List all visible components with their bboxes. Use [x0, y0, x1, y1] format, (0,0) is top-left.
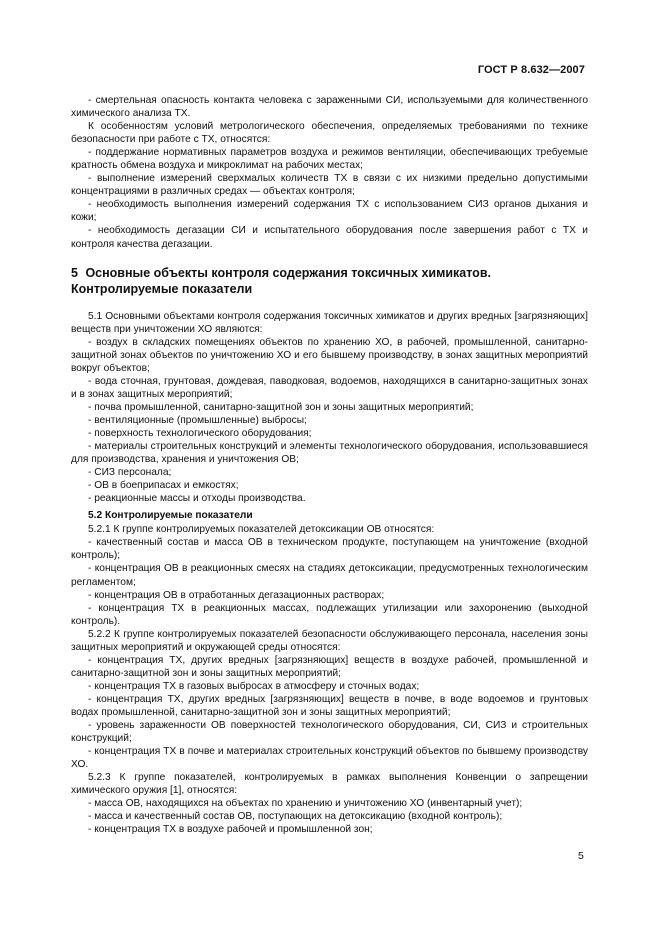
- list-item: - концентрация ОВ в отработанных дегазационных растворах;: [88, 589, 385, 601]
- list-item: - необходимость дегазации СИ и испытательного оборудования после завершения работ с ТХ и контроля качества дегазации.: [71, 225, 588, 250]
- list-item: - концентрация ТХ в почве и материалах строительных конструкций объектов по бывшему производству ХО.: [71, 746, 588, 771]
- section-heading: [71, 265, 588, 298]
- section-title-line1: Основные объекты контроля содержания токсичных химикатов.: [85, 265, 491, 280]
- section-number: 5: [71, 265, 78, 280]
- list-item: - концентрация ТХ, других вредных [загрязняющих] веществ в воздухе рабочей, промышленной и санитарно-защитной зон и зоны защитных мероприятий;: [71, 654, 588, 679]
- list-item: - поверхность технологического оборудования;: [88, 427, 312, 439]
- list-item: - концентрация ОВ в реакционных смесях на стадиях детоксикации, предусмотренных технологическим регламентом;: [71, 563, 588, 588]
- list-item: - воздух в складских помещениях объектов по хранению ХО, в рабочей, промышленной, санитарно-защитной зонах объектов по уничтожению ХО и его бывшему производству, в зонах защитных мероприятий вокруг объектов;: [71, 336, 588, 374]
- paragraph: - смертельная опасность контакта человека с зараженными СИ, используемыми для количественного химического анализа ТХ.: [71, 95, 588, 120]
- list-item: - реакционные массы и отходы производства.: [88, 493, 306, 505]
- list-item: - необходимость выполнения измерений содержания ТХ с использованием СИЗ органов дыхания и кожи;: [71, 199, 588, 224]
- objects-block: [71, 310, 588, 506]
- intro-block: [71, 94, 588, 251]
- paragraph: К особенностям условий метрологического обеспечения, определяемых требованиями по технике безопасности при работе с ТХ, относятся:: [71, 121, 588, 146]
- document-code-header: ГОСТ Р 8.632—2007: [477, 64, 585, 76]
- section-title-line2: Контролируемые показатели: [71, 282, 253, 297]
- list-item: - почва промышленной, санитарно-защитной зон и зоны защитных мероприятий;: [88, 401, 474, 413]
- paragraph: 5.1 Основными объектами контроля содержания токсичных химикатов и других вредных [загрязняющих] веществ при уничтожении ХО являются:: [71, 310, 588, 335]
- list-item: - качественный состав и масса ОВ в техническом продукте, поступающем на уничтожение (входной контроль);: [71, 537, 588, 562]
- list-item: - концентрация ТХ в газовых выбросах в атмосферу и сточных водах;: [88, 680, 420, 692]
- page-number: 5: [578, 850, 584, 862]
- paragraph: 5.2.2 К группе контролируемых показателей безопасности обслуживающего персонала, населения зоны защитных мероприятий и окружающей среды относятся:: [71, 628, 588, 653]
- list-item: - концентрация ТХ в воздухе рабочей и промышленной зон;: [88, 824, 373, 836]
- paragraph: 5.2.1 К группе контролируемых показателей детоксикации ОВ относятся:: [88, 524, 435, 536]
- list-item: - концентрация ТХ, других вредных [загрязняющих] веществ в почве, в воде водоемов и грунтовых водах промышленной, санитарно-защитной зон и зоны защитных мероприятий;: [71, 693, 588, 718]
- list-item: - ОВ в боеприпасах и емкостях;: [88, 480, 239, 492]
- list-item: - масса и качественный состав ОВ, поступающих на детоксикацию (входной контроль);: [88, 811, 503, 823]
- paragraph: 5.2.3 К группе показателей, контролируемых в рамках выполнения Конвенции о запрещении химического оружия [1], относятся:: [71, 772, 588, 797]
- subsection-heading: 5.2 Контролируемые показатели: [88, 510, 253, 522]
- list-item: - материалы строительных конструкций и элементы технологического оборудования, использовавшиеся для производства, хранения и уничтожения ОВ;: [71, 441, 588, 466]
- list-item: - поддержание нормативных параметров воздуха и режимов вентиляции, обеспечивающих требуемые кратность обмена воздуха и микроклимат на рабочих местах;: [71, 147, 588, 172]
- list-item: - выполнение измерений сверхмалых количеств ТХ в связи с их низкими предельно допустимыми концентрациями в различных средах — объектах контроля;: [71, 173, 588, 198]
- list-item: - СИЗ персонала;: [88, 467, 172, 479]
- list-item: - концентрация ТХ в реакционных массах, подлежащих утилизации или захоронению (выходной контроль).: [71, 602, 588, 627]
- list-item: - масса ОВ, находящихся на объектах по хранению и уничтожению ХО (инвентарный учет);: [88, 798, 523, 810]
- list-item: - вентиляционные (промышленные) выбросы;: [88, 414, 307, 426]
- indicators-block: [71, 523, 588, 836]
- list-item: - уровень зараженности ОВ поверхностей технологического оборудования, СИ, СИЗ и строительных конструкций;: [71, 720, 588, 745]
- list-item: - вода сточная, грунтовая, дождевая, паводковая, водоемов, находящихся в санитарно-защитных зонах и в зонах защитных мероприятий;: [71, 375, 588, 400]
- page-content: [71, 94, 588, 836]
